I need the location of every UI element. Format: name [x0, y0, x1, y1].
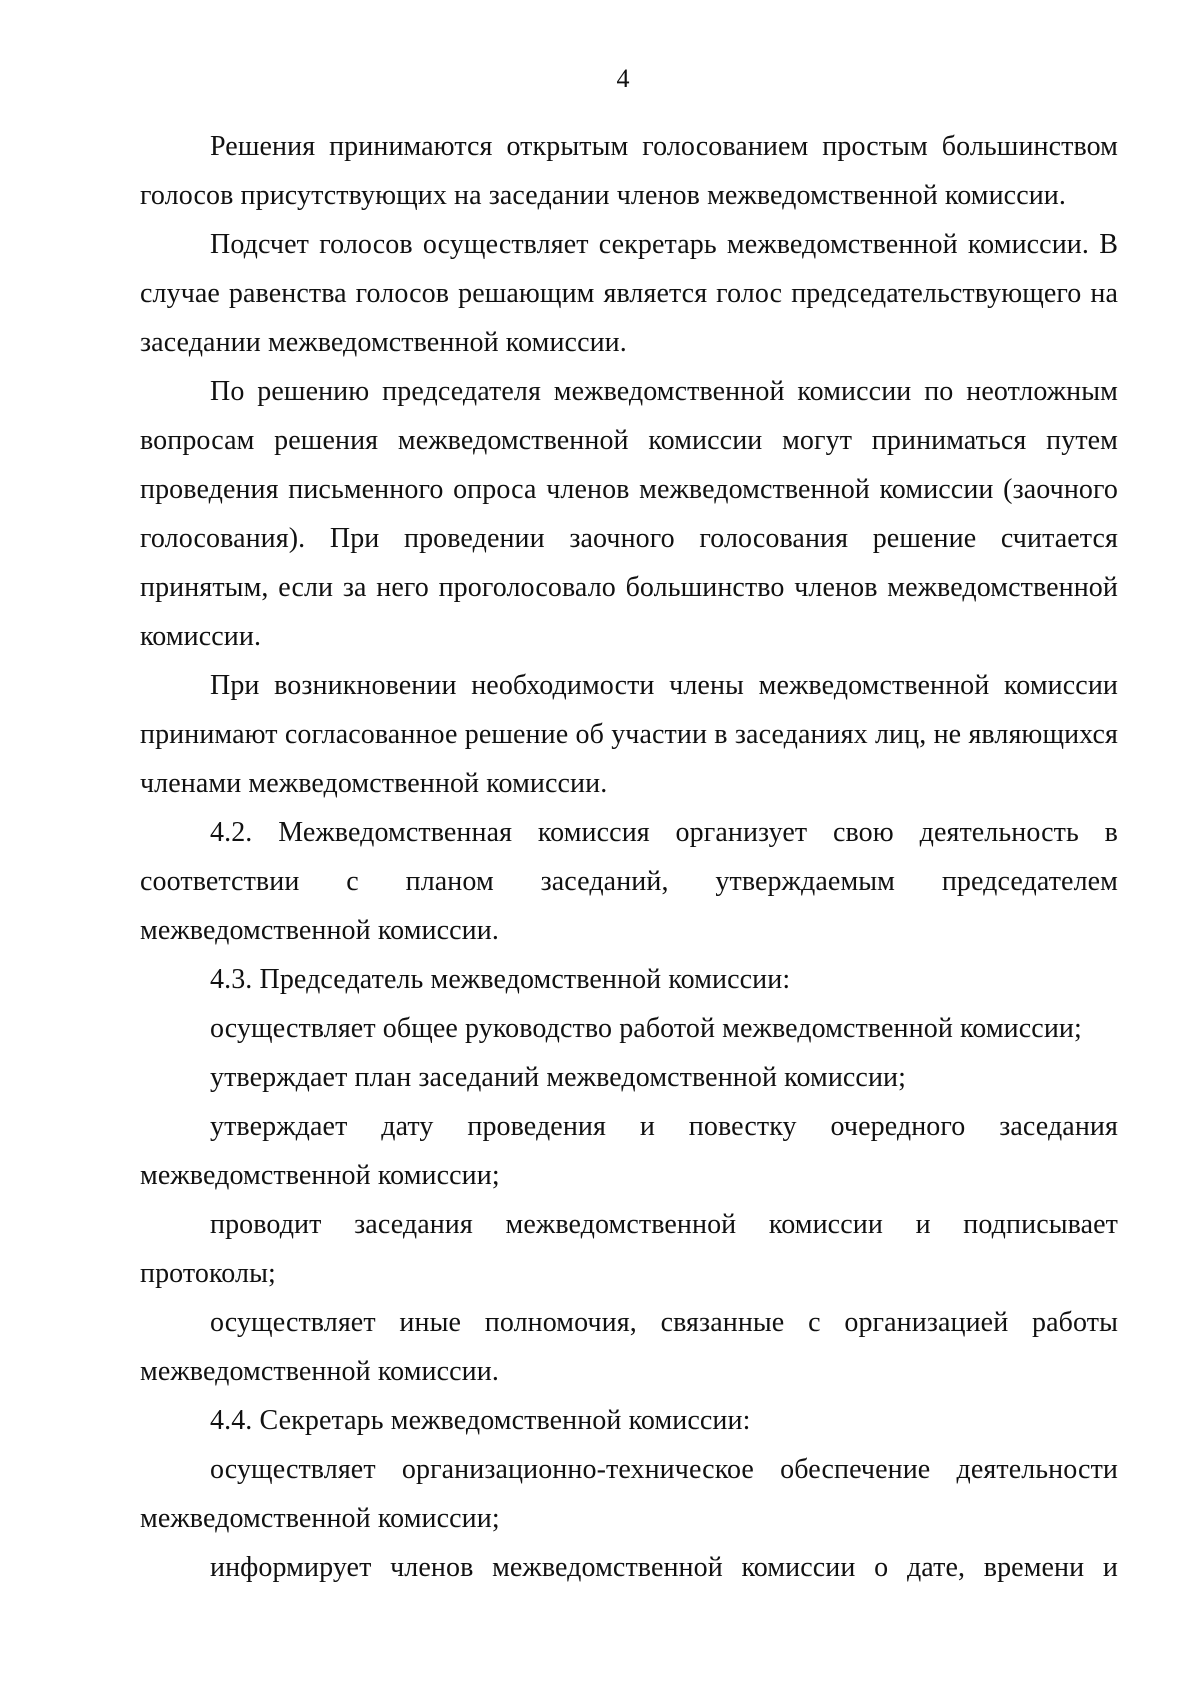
document-body: [140, 122, 1118, 1592]
paragraph-section-4-4-heading: 4.4. Секретарь межведомственной комиссии:: [210, 1405, 751, 1436]
paragraph-section-4-3-heading: 4.3. Председатель межведомственной комиссии:: [210, 964, 791, 995]
paragraph-chair-other-powers: осуществляет иные полномочия, связанные с организацией работы межведомственной комиссии.: [140, 1307, 1118, 1387]
paragraph-chair-conducts-meetings: проводит заседания межведомственной комиссии и подписывает протоколы;: [140, 1209, 1118, 1289]
paragraph-invited-persons: При возникновении необходимости члены межведомственной комиссии принимают согласованное решение об участии в заседаниях лиц, не являющихся членами межведомственной комиссии.: [140, 670, 1118, 799]
paragraph-chair-approves-plan: утверждает план заседаний межведомственной комиссии;: [210, 1062, 907, 1093]
page-number: 4: [616, 64, 630, 93]
paragraph-decisions-voting: Решения принимаются открытым голосованием простым большинством голосов присутствующих на заседании членов межведомственной комиссии.: [140, 131, 1118, 211]
paragraph-secretary-informs: информирует членов межведомственной комиссии о дате, времени и: [210, 1552, 1118, 1583]
paragraph-absentee-voting: По решению председателя межведомственной комиссии по неотложным вопросам решения межведомственной комиссии могут приниматься путем проведения письменного опроса членов межведомственной комиссии (заочного голосования). При проведении заочного голосования решение считается принятым, если за него проголосовало большинство членов межведомственной комиссии.: [140, 376, 1118, 652]
paragraph-secretary-support: осуществляет организационно-техническое обеспечение деятельности межведомственной комиссии;: [140, 1454, 1118, 1534]
paragraph-section-4-2: 4.2. Межведомственная комиссия организует свою деятельность в соответствии с планом заседаний, утверждаемым председателем межведомственной комиссии.: [140, 817, 1118, 946]
paragraph-chair-general-management: осуществляет общее руководство работой межведомственной комиссии;: [210, 1013, 1082, 1044]
paragraph-chair-approves-agenda: утверждает дату проведения и повестку очередного заседания межведомственной комиссии;: [140, 1111, 1118, 1191]
paragraph-vote-count: Подсчет голосов осуществляет секретарь межведомственной комиссии. В случае равенства голосов решающим является голос председательствующего на заседании межведомственной комиссии.: [140, 229, 1118, 358]
